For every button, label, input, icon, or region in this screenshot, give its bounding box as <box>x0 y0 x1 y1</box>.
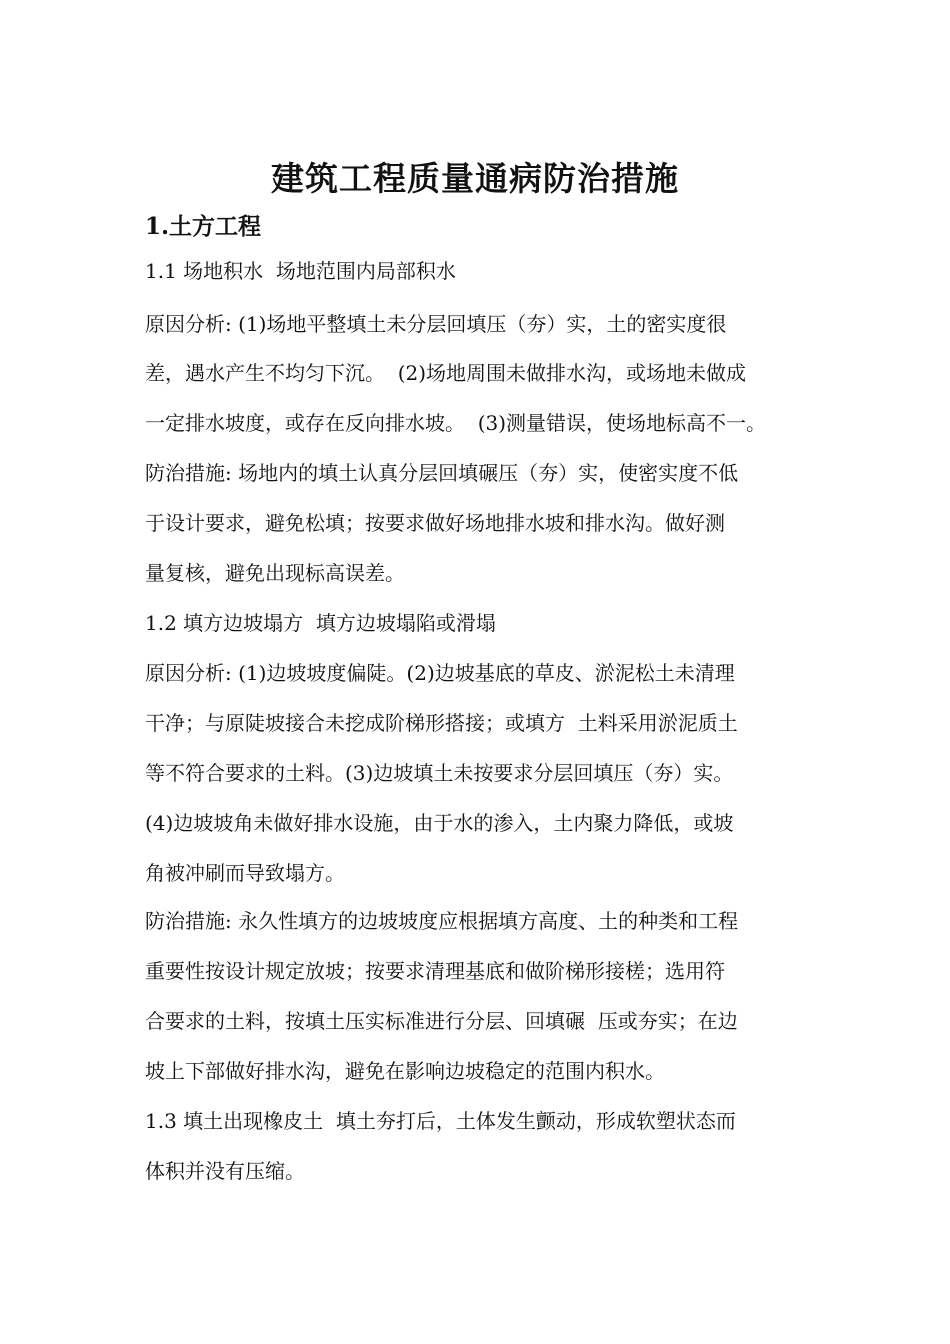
paragraph-line: 等不符合要求的土料。(3)边坡填土未按要求分层回填压（夯）实。 <box>145 761 734 785</box>
paragraph-line: 1.1 场地积水 场地范围内局部积水 <box>145 259 456 283</box>
paragraph-line: 原因分析: (1)场地平整填土未分层回填压（夯）实，土的密实度很 <box>145 312 727 336</box>
paragraph-line: 防治措施: 永久性填方的边坡坡度应根据填方高度、土的种类和工程 <box>145 909 739 933</box>
section-heading: 1.土方工程 <box>145 213 262 240</box>
paragraph-line: 1.2 填方边坡塌方 填方边坡塌陷或滑塌 <box>145 611 496 635</box>
paragraph-line: 体积并没有压缩。 <box>145 1159 305 1183</box>
document-title: 建筑工程质量通病防治措施 <box>271 159 679 198</box>
paragraph-line: 一定排水坡度，或存在反向排水坡。 (3)测量错误，使场地标高不一。 <box>145 411 767 435</box>
paragraph-line: 1.3 填土出现橡皮土 填土夯打后，土体发生颤动，形成软塑状态而 <box>145 1109 736 1133</box>
paragraph-line: 干净；与原陡坡接合未挖成阶梯形搭接；或填方 土料采用淤泥质土 <box>145 711 738 735</box>
paragraph-line: 于设计要求，避免松填；按要求做好场地排水坡和排水沟。做好测 <box>145 511 725 535</box>
paragraph-line: 差，遇水产生不均匀下沉。 (2)场地周围未做排水沟，或场地未做成 <box>145 361 747 385</box>
paragraph-line: 角被冲刷而导致塌方。 <box>145 861 345 885</box>
paragraph-line: 量复核，避免出现标高误差。 <box>145 561 405 585</box>
paragraph-line: 原因分析: (1)边坡坡度偏陡。(2)边坡基底的草皮、淤泥松土未清理 <box>145 661 735 685</box>
paragraph-line: 防治措施: 场地内的填土认真分层回填碾压（夯）实，使密实度不低 <box>145 461 739 485</box>
paragraph-line: 重要性按设计规定放坡；按要求清理基底和做阶梯形接槎；选用符 <box>145 959 725 983</box>
paragraph-line: (4)边坡坡角未做好排水设施，由于水的渗入，土内聚力降低，或坡 <box>145 811 734 835</box>
paragraph-line: 坡上下部做好排水沟，避免在影响边坡稳定的范围内积水。 <box>145 1059 665 1083</box>
paragraph-line: 合要求的土料，按填土压实标准进行分层、回填碾 压或夯实；在边 <box>145 1009 738 1033</box>
